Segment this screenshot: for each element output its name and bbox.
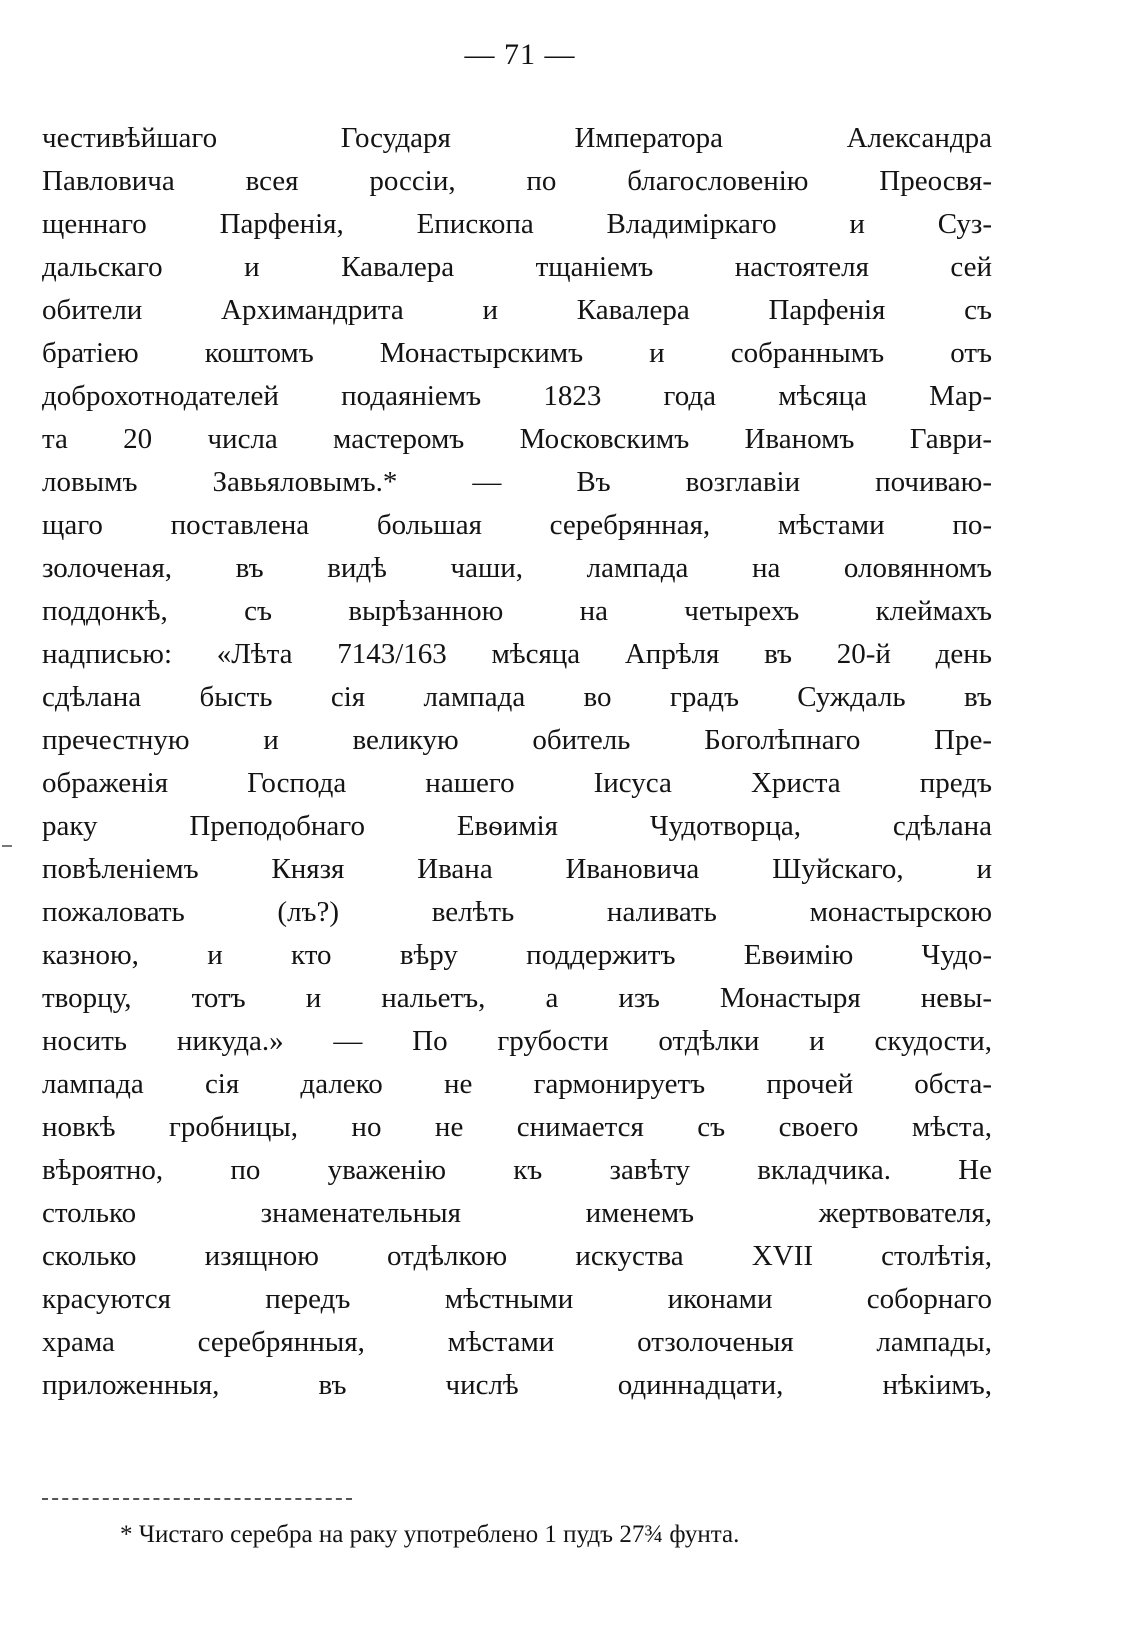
text-line: Павловича всея россіи, по благословенію Преосвя-	[42, 165, 992, 197]
text-line: сколько изящною отдѣлкою искуства XVII столѣтія,	[42, 1240, 992, 1272]
text-line: щеннаго Парфенія, Епископа Владиміркаго и Суз-	[42, 208, 992, 240]
text-line: дальскаго и Кавалера тщаніемъ настоятеля сей	[42, 251, 992, 283]
text-line: носить никуда.» — По грубости отдѣлки и скудости,	[42, 1025, 992, 1057]
text-line: казною, и кто вѣру поддержитъ Евѳимію Чудо-	[42, 939, 992, 971]
body-text	[42, 117, 992, 1407]
text-line: сдѣлана бысть сія лампада во градъ Суждаль въ	[42, 681, 992, 713]
text-line: ловымъ Завьяловымъ.* — Въ возглавіи почиваю-	[42, 466, 992, 498]
text-line: лампада сія далеко не гармонируетъ прочей обста-	[42, 1068, 992, 1100]
text-line: пожаловать (лъ?) велѣть наливать монастырскою	[42, 896, 992, 928]
text-line: ображенія Господа нашего Іисуса Христа предъ	[42, 767, 992, 799]
footnote: * Чистаго серебра на раку употреблено 1 пудъ 27¾ фунта.	[120, 1521, 740, 1548]
text-line: столько знаменательныя именемъ жертвователя,	[42, 1197, 992, 1229]
text-line: раку Преподобнаго Евѳимія Чудотворца, сдѣлана	[42, 810, 992, 842]
text-line: красуются передъ мѣстными иконами соборнаго	[42, 1283, 992, 1315]
text-line: повѣленіемъ Князя Ивана Ивановича Шуйскаго, и	[42, 853, 992, 885]
margin-mark	[2, 845, 12, 847]
page-number: — 71 —	[464, 38, 576, 71]
text-line: доброхотнодателей подаяніемъ 1823 года мѣсяца Мар-	[42, 380, 992, 412]
footnote-divider	[42, 1498, 352, 1500]
text-line: братіею коштомъ Монастырскимъ и собраннымъ отъ	[42, 337, 992, 369]
text-line: творцу, тотъ и нальетъ, а изъ Монастыря невы-	[42, 982, 992, 1014]
text-line: храма серебрянныя, мѣстами отзолоченыя лампады,	[42, 1326, 992, 1358]
text-line: вѣроятно, по уваженію къ завѣту вкладчика. Не	[42, 1154, 992, 1186]
text-line: обители Архимандрита и Кавалера Парфенія съ	[42, 294, 992, 326]
text-line: приложенныя, въ числѣ одиннадцати, нѣкіимъ,	[42, 1369, 992, 1401]
text-line: поддонкѣ, съ вырѣзанною на четырехъ клеймахъ	[42, 595, 992, 627]
text-line: золоченая, въ видѣ чаши, лампада на оловянномъ	[42, 552, 992, 584]
text-line: та 20 числа мастеромъ Московскимъ Иваномъ Гаври-	[42, 423, 992, 455]
text-line: надписью: «Лѣта 7143/163 мѣсяца Апрѣля въ 20-й день	[42, 638, 992, 670]
text-line: честивѣйшаго Государя Императора Александра	[42, 122, 992, 154]
text-line: пречестную и великую обитель Боголѣпнаго Пре-	[42, 724, 992, 756]
text-line: щаго поставлена большая серебрянная, мѣстами по-	[42, 509, 992, 541]
text-line: новкѣ гробницы, но не снимается съ своего мѣста,	[42, 1111, 992, 1143]
